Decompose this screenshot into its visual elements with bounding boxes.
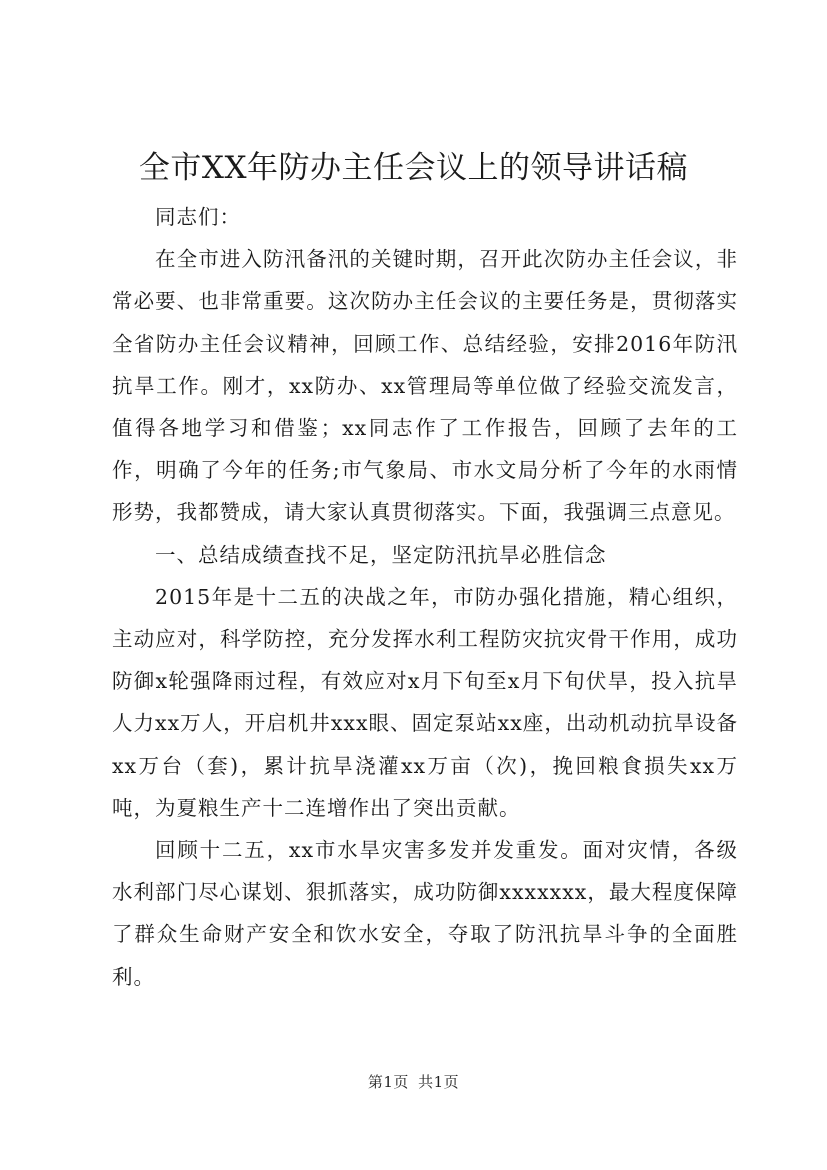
intro-paragraph: 在全市进入防汛备汛的关键时期，召开此次防办主任会议，非常必要、也非常重要。这次防办主任会议的主要任务是，贯彻落实全省防办主任会议精神，回顾工作、总结经验，安排2016年防汛抗旱工作。刚才，xx防办、xx管理局等单位做了经验交流发言，值得各地学习和借鉴；xx同志作了工作报告，回顾了去年的工作，明确了今年的任务;市气象局、市水文局分析了今年的水雨情形势，我都赞成，请大家认真贯彻落实。下面，我强调三点意见。: [112, 247, 738, 525]
section-heading-1: 一、总结成绩查找不足，坚定防汛抗旱必胜信念: [155, 542, 607, 567]
salutation-paragraph: 同志们：: [155, 205, 242, 229]
page-total: 共1页: [418, 1073, 460, 1091]
document-body: [112, 196, 738, 998]
review-paragraph: 回顾十二五，xx市水旱灾害多发并发重发。面对灾情，各级水利部门尽心谋划、狠抓落实，成功防御xxxxxxx，最大程度保障了群众生命财产安全和饮水安全，夺取了防汛抗旱斗争的全面胜利。: [112, 838, 738, 989]
page-footer: [0, 1072, 827, 1092]
page-number: 第1页: [367, 1073, 409, 1091]
document-title: 全市XX年防办主任会议上的领导讲话稿: [138, 150, 689, 186]
achievements-paragraph: 2015年是十二五的决战之年，市防办强化措施，精心组织，主动应对，科学防控，充分发挥水利工程防灾抗灾骨干作用，成功防御x轮强降雨过程，有效应对x月下旬至x月下旬伏旱，投入抗旱人力xx万人，开启机井xxx眼、固定泵站xx座，出动机动抗旱设备xx万台（套)，累计抗旱浇灌xx万亩（次)，挽回粮食损失xx万吨，为夏粮生产十二连增作出了突出贡献。: [112, 584, 738, 820]
